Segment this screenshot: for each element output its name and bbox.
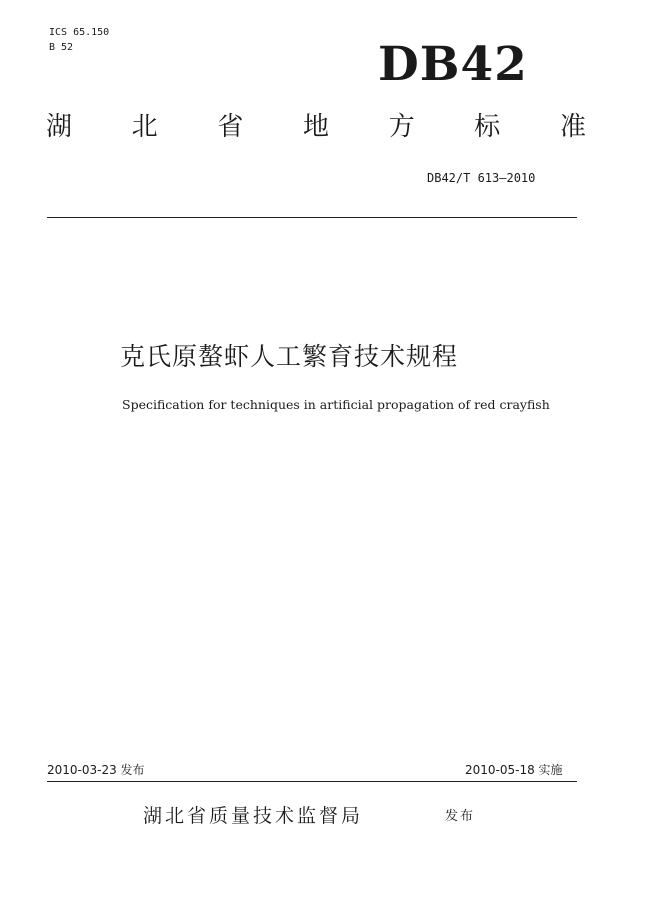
standard-type-heading bbox=[46, 110, 586, 144]
standard-type-char: 方 bbox=[388, 112, 415, 142]
implement-date: 2010-05-18 实施 bbox=[465, 763, 563, 777]
ccs-code: B 52 bbox=[49, 42, 74, 53]
standard-type-char: 准 bbox=[559, 112, 586, 142]
standard-code-logo: DB42 bbox=[378, 37, 528, 92]
standard-type-char: 地 bbox=[302, 112, 329, 142]
issue-date: 2010-03-23 发布 bbox=[47, 763, 145, 777]
header-divider bbox=[47, 217, 577, 218]
title-english: Specification for techniques in artificial propagation of red crayfish bbox=[122, 397, 550, 412]
standard-type-char: 省 bbox=[217, 112, 244, 142]
title-chinese: 克氏原螯虾人工繁育技术规程 bbox=[120, 342, 459, 371]
standard-type-char: 湖 bbox=[46, 112, 73, 142]
publisher-name: 湖北省质量技术监督局 bbox=[143, 805, 364, 827]
footer-divider bbox=[47, 781, 577, 782]
standard-type-char: 北 bbox=[131, 112, 158, 142]
standard-type-char: 标 bbox=[474, 112, 501, 142]
publish-label: 发布 bbox=[445, 809, 476, 824]
ics-code: ICS 65.150 bbox=[49, 27, 110, 38]
standard-number: DB42/T 613—2010 bbox=[427, 171, 536, 185]
